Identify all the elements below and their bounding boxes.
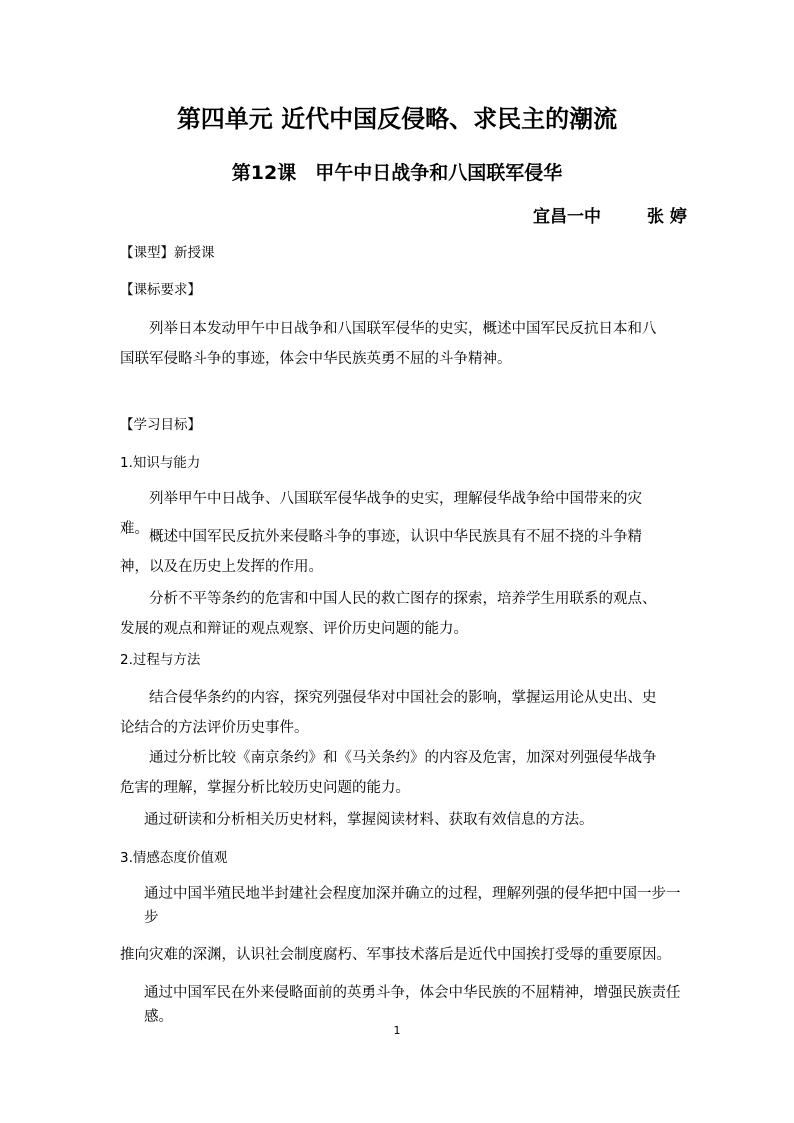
author-name: 张 婷 (647, 207, 687, 227)
objectives-heading: 【学习目标】 (120, 417, 201, 433)
author-line (533, 205, 687, 229)
unit-title: 第四单元 近代中国反侵略、求民主的潮流 (176, 105, 618, 133)
section3-paragraph-3-line-1: 通过中国军民在外来侵略面前的英勇斗争，体会中华民族的不屈精神，增强民族责任 (144, 985, 681, 1001)
course-type: 【课型】新授课 (120, 245, 215, 261)
section3-paragraph-1-line-2: 步 (144, 910, 159, 926)
section1-paragraph-1: 列举甲午中日战争、八国联军侵华战争的史实，理解侵华战争给中国带来的灾难。 (120, 491, 642, 537)
section1-paragraph-3: 分析不平等条约的危害和中国人民的救亡图存的探索，培养学生用联系的观点、发展的观点和辩证的观点观察、评价历史问题的能力。 (120, 591, 657, 637)
lesson-title: 第12课 甲午中日战争和八国联军侵华 (231, 162, 563, 184)
standard-heading: 【课标要求】 (120, 282, 201, 298)
section1-paragraph-2: 概述中国军民反抗外来侵略斗争的事迹，认识中华民族具有不屈不挠的斗争精神，以及在历史上发挥的作用。 (120, 529, 642, 575)
section2-heading: 2.过程与方法 (120, 652, 201, 668)
standard-text: 列举日本发动甲午中日战争和八国联军侵华的史实，概述中国军民反抗日本和八国联军侵略斗争的事迹，体会中华民族英勇不屈的斗争精神。 (120, 321, 657, 367)
section3-paragraph-2: 推向灾难的深渊，认识社会制度腐朽、军事技术落后是近代中国挨打受辱的重要原因。 (120, 947, 671, 963)
section2-paragraph-2: 通过分析比较《南京条约》和《马关条约》的内容及危害，加深对列强侵华战争危害的理解，掌握分析比较历史问题的能力。 (120, 750, 657, 796)
section3-heading: 3.情感态度价值观 (120, 850, 228, 866)
section2-paragraph-1: 结合侵华条约的内容，探究列强侵华对中国社会的影响，掌握运用论从史出、史论结合的方法评价历史事件。 (120, 690, 657, 736)
section1-heading: 1.知识与能力 (120, 455, 201, 471)
author-school: 宜昌一中 (533, 207, 601, 227)
page-number: 1 (393, 1024, 401, 1037)
section2-paragraph-3: 通过研读和分析相关历史材料，掌握阅读材料、获取有效信息的方法。 (144, 812, 594, 828)
section3-paragraph-3-line-2: 感。 (144, 1009, 173, 1025)
section3-paragraph-1-line-1: 通过中国半殖民地半封建社会程度加深并确立的过程，理解列强的侵华把中国一步一 (144, 886, 681, 902)
